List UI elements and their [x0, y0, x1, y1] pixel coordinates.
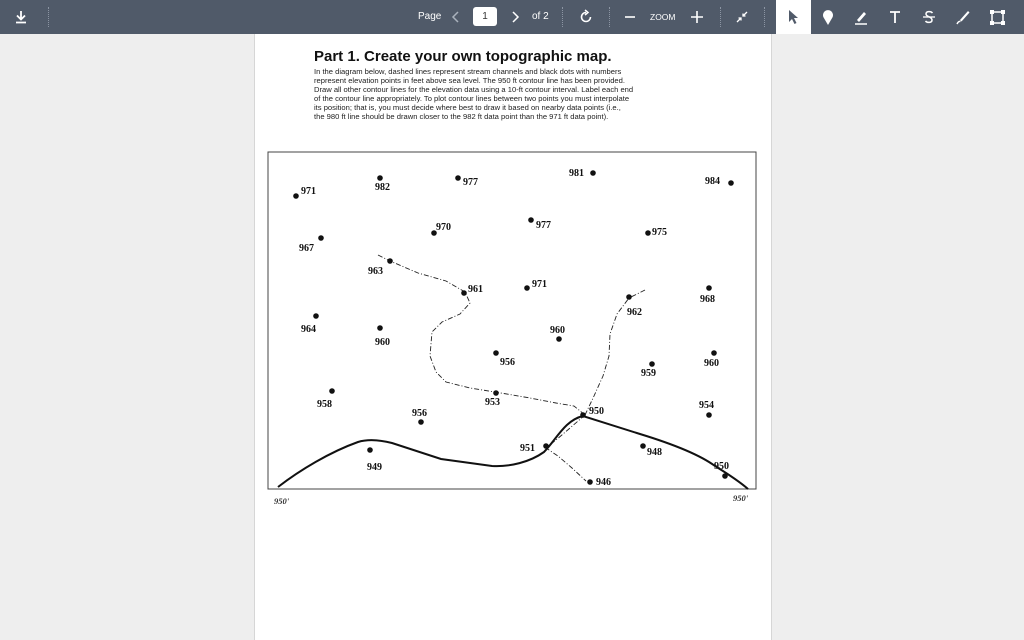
instruction-line: its position; that is, you must decide where best to draw it based on nearby data points (i.e., [314, 103, 621, 112]
elevation-point [377, 325, 383, 331]
elevation-label: 961 [468, 284, 483, 295]
instruction-line: In the diagram below, dashed lines represent stream channels and black dots with numbers [314, 67, 622, 76]
elevation-point [318, 235, 324, 241]
elevation-point [329, 388, 335, 394]
instruction-line: represent elevation points in feet above sea level. The 950 ft contour line has been provided. [314, 76, 625, 85]
elevation-point [645, 230, 651, 236]
elevation-point [313, 313, 319, 319]
elevation-point [587, 479, 593, 485]
elevation-label: 960 [704, 358, 719, 369]
elevation-point [418, 419, 424, 425]
elevation-label: 968 [700, 294, 715, 305]
elevation-point [556, 336, 562, 342]
elevation-label: 948 [647, 447, 662, 458]
elevation-point [706, 285, 712, 291]
instruction-line: of the contour line appropriately. To plot contour lines between two points you must interpolate [314, 94, 630, 103]
elevation-label: 951 [520, 443, 535, 454]
page-count: of 2 [532, 11, 549, 22]
elevation-label: 946 [596, 477, 611, 488]
elevation-point [387, 258, 393, 264]
elevation-point [711, 350, 717, 356]
page-title: Part 1. Create your own topographic map. [314, 48, 612, 65]
elevation-point [461, 290, 467, 296]
elevation-point [722, 473, 728, 479]
elevation-label: 975 [652, 227, 667, 238]
elevation-label: 958 [317, 399, 332, 410]
map-frame [268, 152, 756, 489]
elevation-point [377, 175, 383, 181]
elevation-point [543, 443, 549, 449]
contour-line-950 [278, 416, 748, 489]
elevation-label: 950 [714, 461, 729, 472]
elevation-point [626, 294, 632, 300]
elevation-label: 981 [569, 168, 584, 179]
elevation-point [528, 217, 534, 223]
elevation-label: 954 [699, 400, 714, 411]
elevation-point [524, 285, 530, 291]
elevation-label: 959 [641, 368, 656, 379]
elevation-point [493, 390, 499, 396]
page-label: Page [418, 11, 442, 22]
elevation-label: 953 [485, 397, 500, 408]
elevation-point [590, 170, 596, 176]
elevation-label: 963 [368, 266, 383, 277]
elevation-label: 970 [436, 222, 451, 233]
elevation-label: 956 [412, 408, 427, 419]
contour-end-label: 950' [733, 493, 749, 503]
elevation-label: 967 [299, 243, 314, 254]
page-number-input[interactable]: 1 [473, 7, 497, 26]
instruction-line: Draw all other contour lines for the elevation data using a 10-ft contour interval. Label each end [314, 85, 634, 94]
zoom-label: ZOOM [650, 12, 676, 22]
elevation-point [649, 361, 655, 367]
elevation-label: 977 [463, 177, 478, 188]
elevation-point [706, 412, 712, 418]
elevation-label: 984 [705, 176, 720, 187]
elevation-point [640, 443, 646, 449]
elevation-label: 964 [301, 324, 316, 335]
contour-end-label: 950' [274, 496, 290, 506]
elevation-point [580, 412, 586, 418]
elevation-label: 962 [627, 307, 642, 318]
elevation-point [493, 350, 499, 356]
elevation-label: 950 [589, 406, 604, 417]
elevation-label: 949 [367, 462, 382, 473]
elevation-label: 971 [532, 279, 547, 290]
elevation-point [728, 180, 734, 186]
elevation-label: 977 [536, 220, 551, 231]
elevation-label: 960 [550, 325, 565, 336]
elevation-label: 956 [500, 357, 515, 368]
elevation-label: 971 [301, 186, 316, 197]
elevation-point [367, 447, 373, 453]
elevation-label: 982 [375, 182, 390, 193]
elevation-points [293, 168, 734, 488]
elevation-point [455, 175, 461, 181]
instruction-line: the 980 ft line should be drawn closer to the 982 ft data point than the 971 ft data point). [314, 112, 609, 121]
elevation-point [293, 193, 299, 199]
elevation-label: 960 [375, 337, 390, 348]
